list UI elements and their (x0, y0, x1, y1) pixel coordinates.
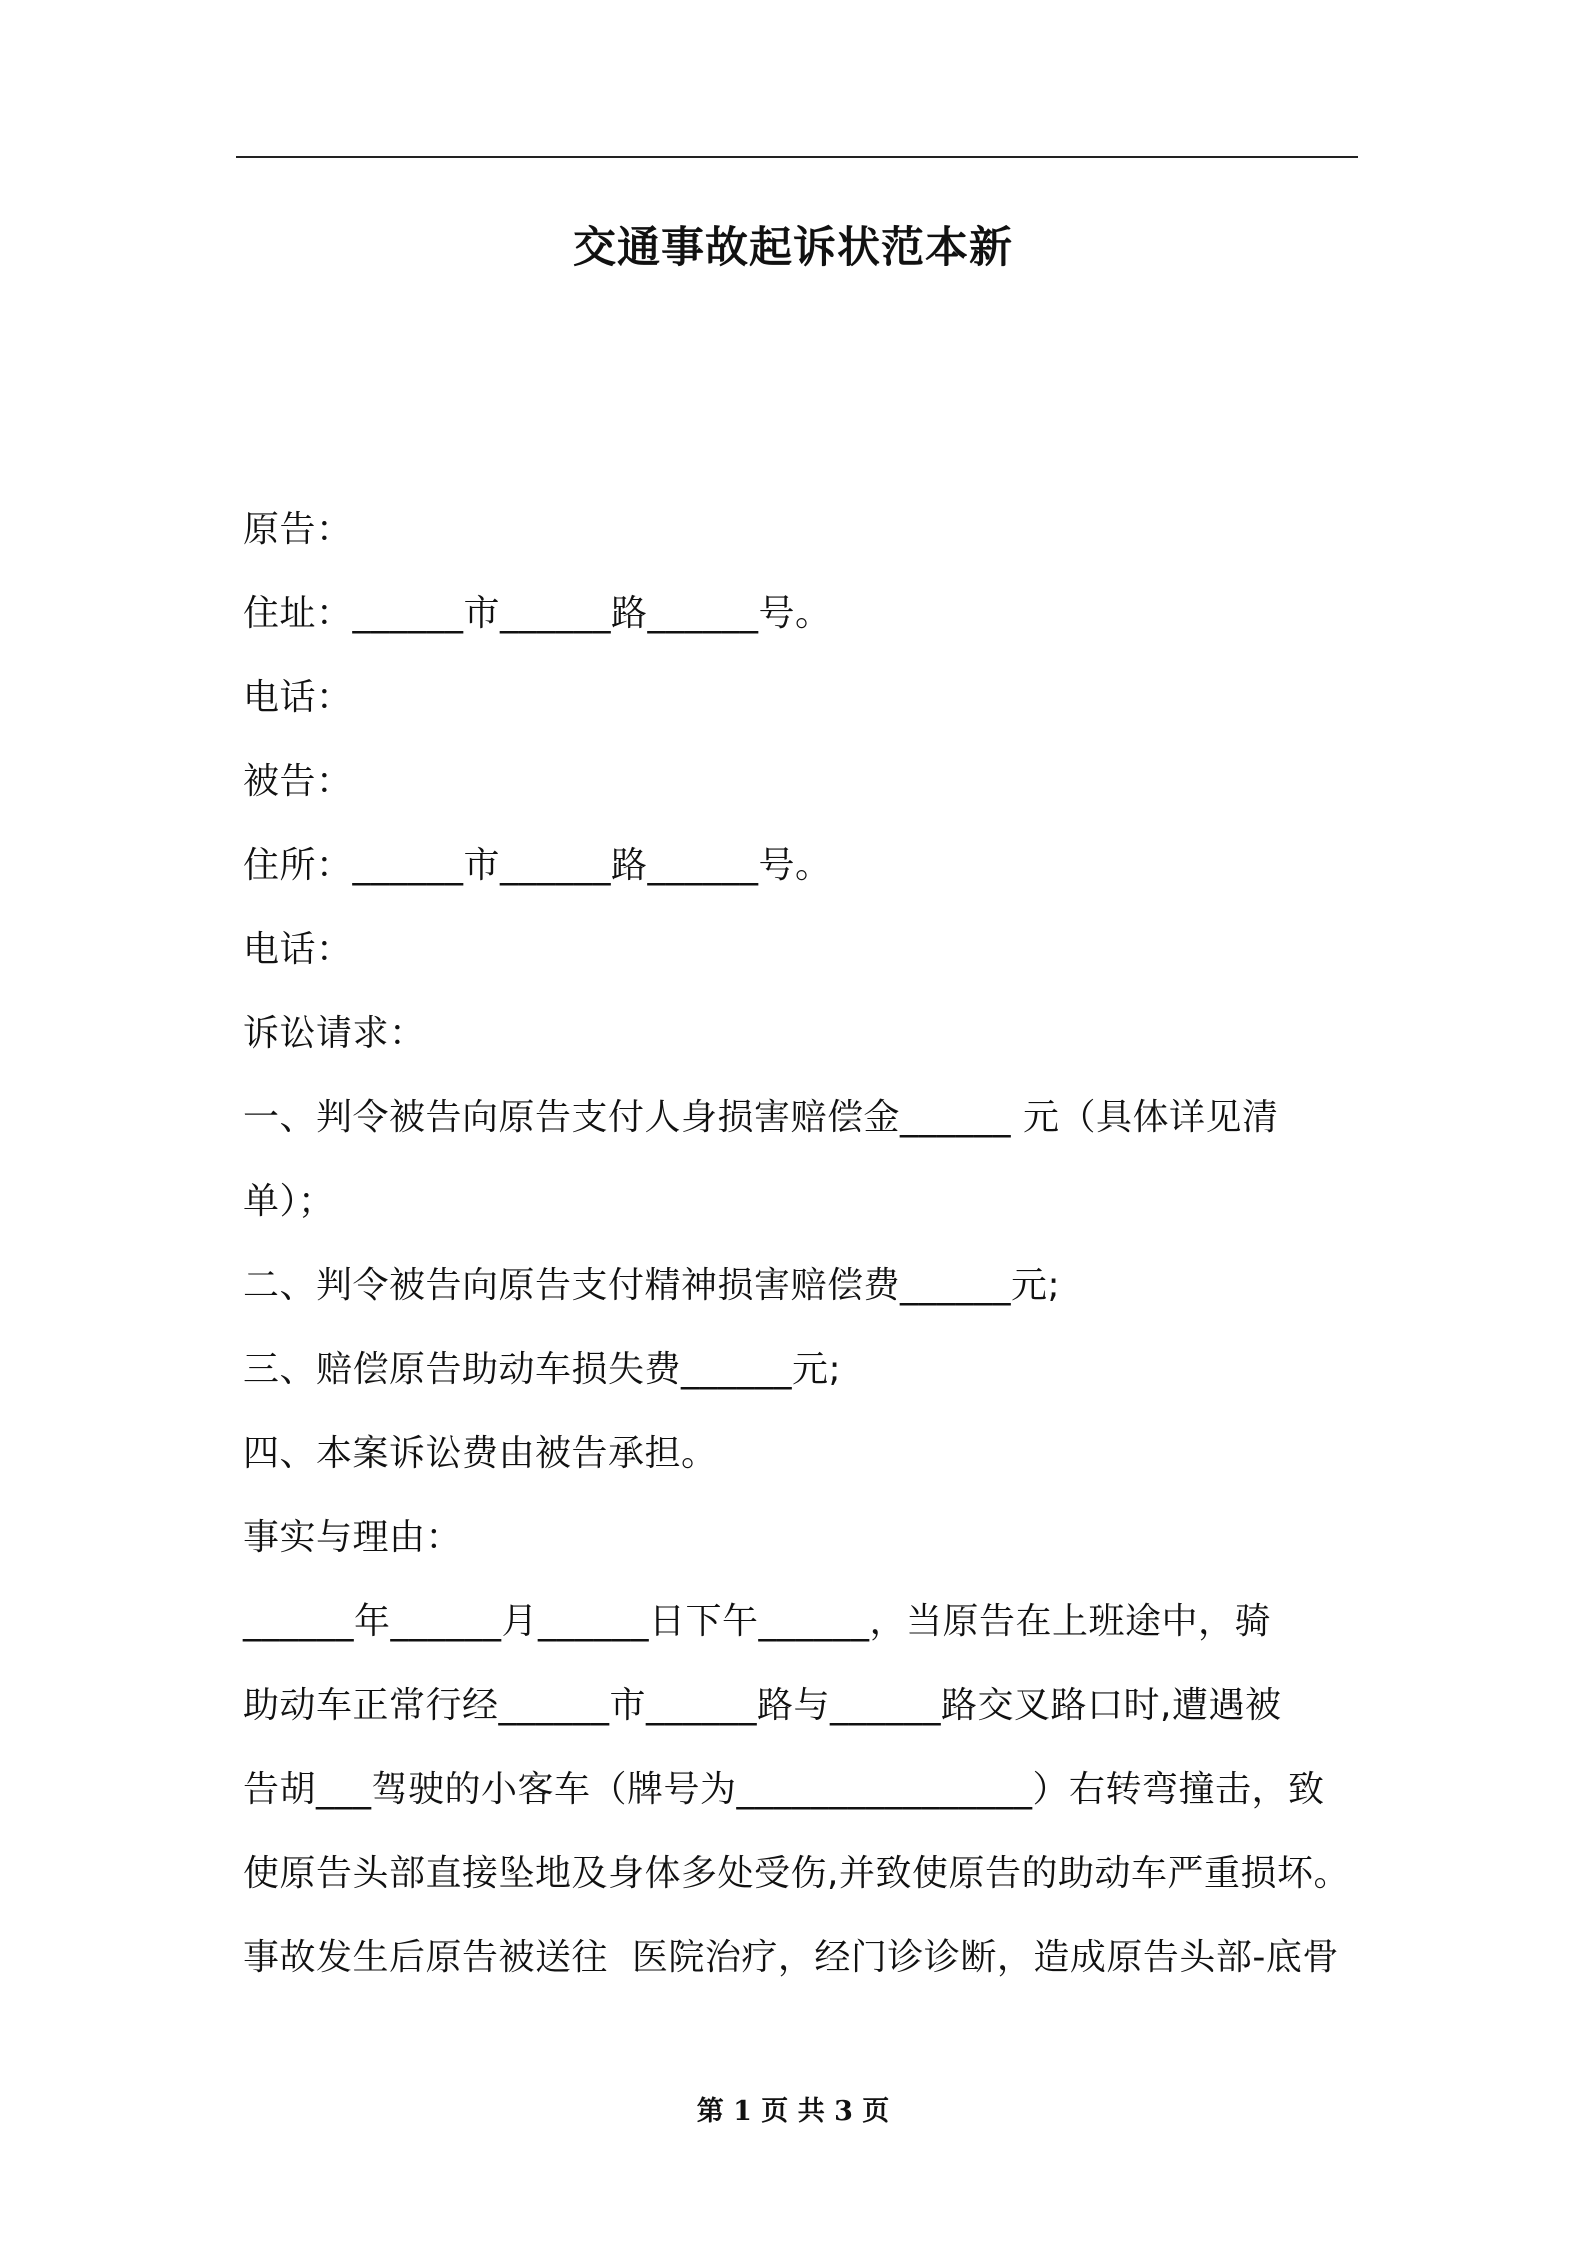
defendant-phone-label: 电话： (243, 929, 353, 970)
claim-1-line-2: 单）； (243, 1181, 335, 1222)
claim-4: 四、本案诉讼费由被告承担。 (243, 1433, 718, 1474)
claim-3: 三、赔偿原告助动车损失费______元; (243, 1349, 842, 1390)
facts-line-4: 使原告头部直接坠地及身体多处受伤,并致使原告的助动车严重损坏。 (243, 1853, 1350, 1894)
facts-heading: 事实与理由： (243, 1517, 463, 1558)
document-title: 交通事故起诉状范本新 (573, 223, 1013, 273)
defendant-residence-line: 住所：______市______路______号。 (243, 845, 832, 886)
plaintiff-phone-label: 电话： (243, 677, 353, 718)
header-rule (236, 156, 1358, 158)
claims-heading: 诉讼请求： (243, 1013, 426, 1054)
facts-line-1: ______年______月______日下午______，当原告在上班途中，骑 (243, 1601, 1272, 1642)
facts-line-2: 助动车正常行经______市______路与______路交叉路口时,遭遇被 (243, 1685, 1282, 1726)
facts-line-3: 告胡___驾驶的小客车（牌号为________________）右转弯撞击，致 (243, 1769, 1325, 1810)
document-body (243, 488, 1363, 2000)
page-number-footer: 第 1 页 共 3 页 (696, 2096, 890, 2127)
defendant-label: 被告： (243, 761, 353, 802)
plaintiff-address-line: 住址：______市______路______号。 (243, 593, 832, 634)
claim-2: 二、判令被告向原告支付精神损害赔偿费______元; (243, 1265, 1061, 1306)
claim-1-line-1: 一、判令被告向原告支付人身损害赔偿金______ 元（具体详见清 (243, 1097, 1279, 1138)
plaintiff-label: 原告： (243, 509, 353, 550)
facts-line-5: 事故发生后原告被送往 医院治疗，经门诊诊断，造成原告头部-底骨 (243, 1937, 1339, 1978)
